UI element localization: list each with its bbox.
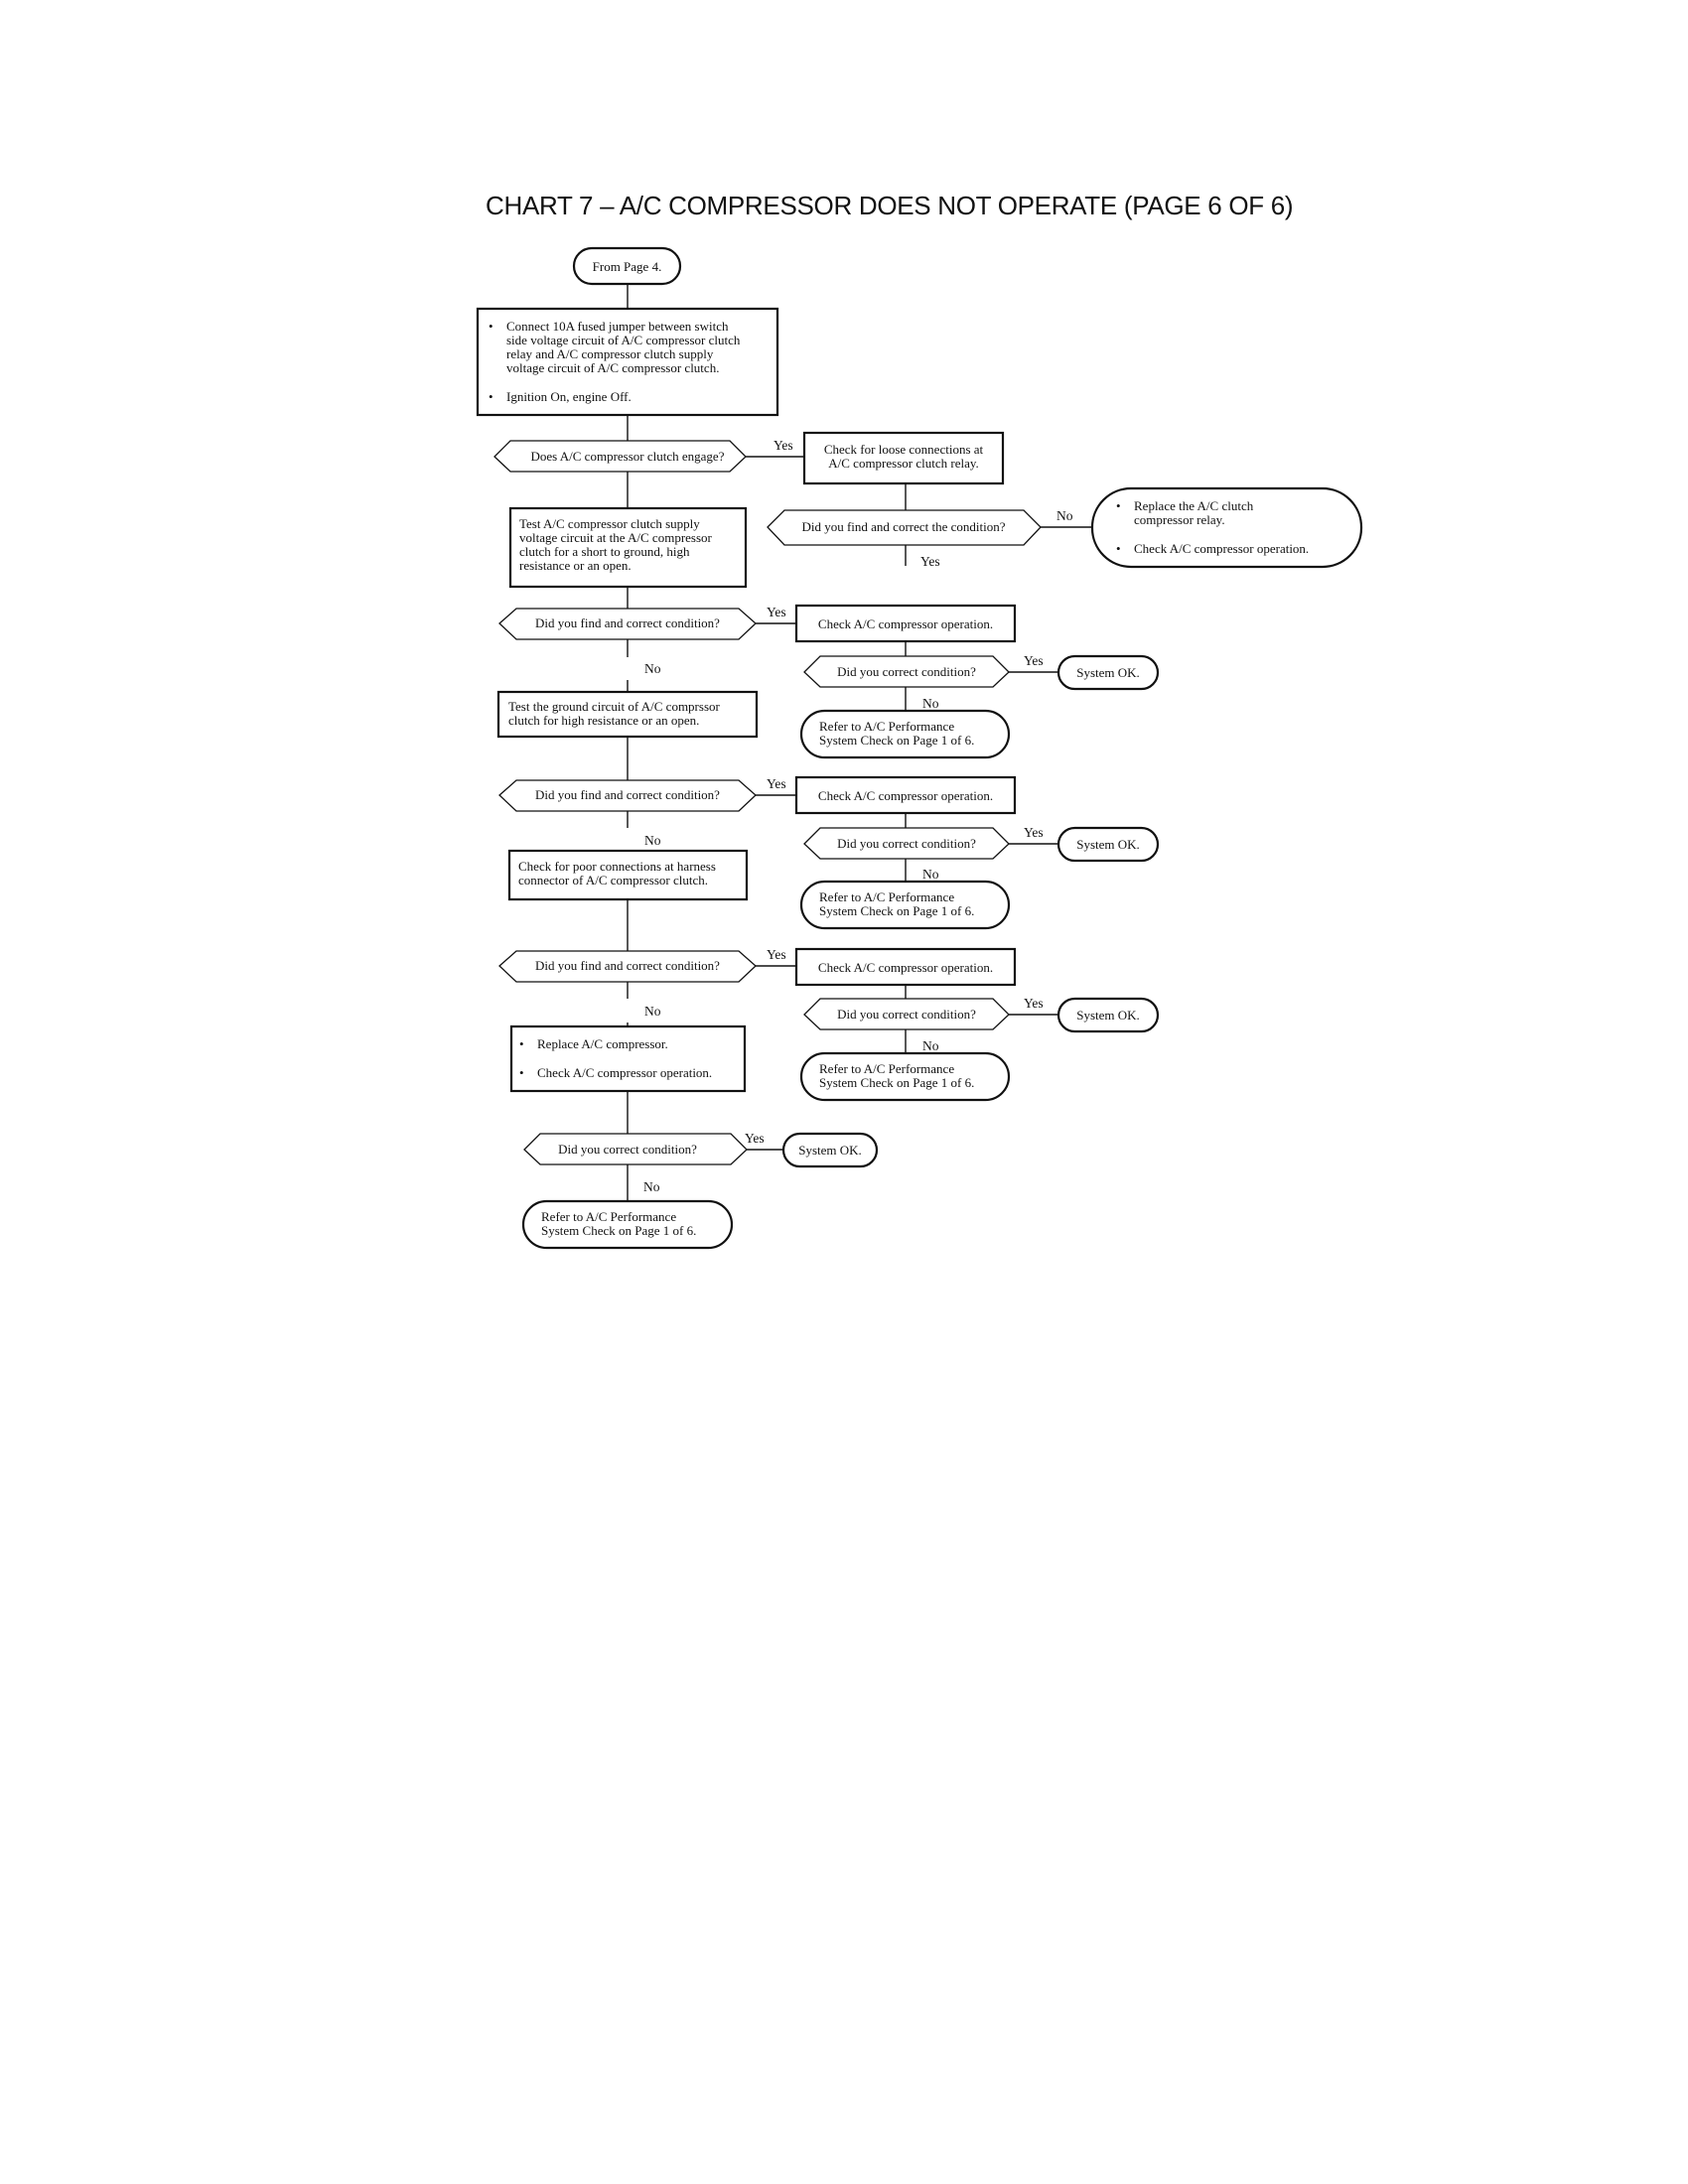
find-condition-3-text: Did you find and correct condition? (535, 958, 720, 973)
connect-jumper-line-4: voltage circuit of A/C compressor clutch. (506, 360, 720, 375)
test-ground-line-2: clutch for high resistance or an open. (508, 713, 700, 728)
ignition-on-text: Ignition On, engine Off. (506, 389, 632, 404)
edge-label-yes: Yes (767, 776, 786, 791)
replace-relay-check-op: Check A/C compressor operation. (1134, 541, 1310, 556)
replace-compressor-check-op: Check A/C compressor operation. (537, 1065, 713, 1080)
system-ok-1-text: System OK. (1076, 665, 1140, 680)
test-supply-line-3: clutch for a short to ground, high (519, 544, 690, 559)
bullet-dot: • (519, 1065, 524, 1080)
check-poor-line-2: connector of A/C compressor clutch. (518, 873, 708, 887)
connect-jumper-line-1: Connect 10A fused jumper between switch (506, 319, 729, 334)
check-loose-line-2: A/C compressor clutch relay. (828, 456, 979, 471)
system-ok-4-text: System OK. (798, 1143, 862, 1158)
refer-4-line-1: Refer to A/C Performance (541, 1209, 677, 1224)
replace-compressor-box (511, 1026, 745, 1091)
check-poor-line-1: Check for poor connections at harness (518, 859, 716, 874)
replace-compressor-text: Replace A/C compressor. (537, 1036, 668, 1051)
replace-relay-terminal (1092, 488, 1361, 567)
refer-3-line-2: System Check on Page 1 of 6. (819, 1075, 975, 1090)
refer-2-line-1: Refer to A/C Performance (819, 889, 955, 904)
decision-find-condition-relay (768, 510, 1041, 545)
decision-find-condition-2 (499, 780, 756, 811)
find-condition-2-text: Did you find and correct condition? (535, 787, 720, 802)
edge-label-yes: Yes (920, 554, 940, 569)
decision-find-condition-1 (499, 609, 756, 639)
refer-1-line-2: System Check on Page 1 of 6. (819, 733, 975, 748)
check-operation-box-2 (796, 777, 1015, 813)
refer-4-line-2: System Check on Page 1 of 6. (541, 1223, 697, 1238)
edge-label-no: No (1056, 508, 1073, 523)
find-condition-relay-text: Did you find and correct the condition? (801, 519, 1006, 534)
bullet-dot: • (489, 389, 493, 404)
check-loose-line-1: Check for loose connections at (823, 442, 984, 457)
test-ground-circuit-box (498, 692, 757, 737)
edge-label-yes: Yes (767, 605, 786, 619)
edge-label-no: No (644, 833, 661, 848)
system-ok-terminal-3 (1058, 999, 1158, 1031)
edge-label-no: No (644, 661, 661, 676)
edge-label-yes: Yes (745, 1131, 765, 1146)
system-ok-3-text: System OK. (1076, 1008, 1140, 1023)
test-supply-line-1: Test A/C compressor clutch supply (519, 516, 700, 531)
decision-correct-condition-2 (804, 828, 1009, 859)
bullet-dot: • (489, 319, 493, 334)
system-ok-terminal-2 (1058, 828, 1158, 861)
check-operation-3-text: Check A/C compressor operation. (817, 960, 994, 975)
correct-condition-4-text: Did you correct condition? (558, 1142, 697, 1157)
edge-label-yes: Yes (767, 947, 786, 962)
edge-label-no: No (644, 1004, 661, 1019)
check-operation-2-text: Check A/C compressor operation. (817, 788, 994, 803)
bullet-dot: • (519, 1036, 524, 1051)
connect-jumper-box (478, 309, 777, 415)
check-operation-box-1 (796, 606, 1015, 641)
edge-label-yes: Yes (1024, 825, 1044, 840)
check-poor-connections-box (509, 851, 747, 899)
page-title: CHART 7 – A/C COMPRESSOR DOES NOT OPERATE (PAGE 6 OF 6) (486, 191, 1294, 220)
edge-label-no: No (922, 1038, 939, 1053)
edge-label-no: No (922, 867, 939, 882)
check-operation-1-text: Check A/C compressor operation. (817, 616, 994, 631)
clutch-engage-text: Does A/C compressor clutch engage? (530, 449, 725, 464)
refer-terminal-3 (801, 1053, 1009, 1100)
test-supply-line-2: voltage circuit at the A/C compressor (519, 530, 712, 545)
bullet-dot: • (1116, 498, 1121, 513)
decision-correct-condition-1 (804, 656, 1009, 687)
correct-condition-3-text: Did you correct condition? (837, 1007, 976, 1022)
decision-find-condition-3 (499, 951, 756, 982)
replace-relay-line-2: compressor relay. (1134, 512, 1225, 527)
system-ok-terminal-4 (783, 1134, 877, 1166)
replace-relay-line-1: Replace the A/C clutch (1134, 498, 1254, 513)
edge-label-yes: Yes (1024, 996, 1044, 1011)
system-ok-2-text: System OK. (1076, 837, 1140, 852)
connect-jumper-line-3: relay and A/C compressor clutch supply (506, 346, 714, 361)
edge-label-yes: Yes (774, 438, 793, 453)
decision-clutch-engage (494, 441, 746, 472)
test-supply-line-4: resistance or an open. (519, 558, 632, 573)
decision-correct-condition-4 (524, 1134, 747, 1164)
refer-1-line-1: Refer to A/C Performance (819, 719, 955, 734)
find-condition-1-text: Did you find and correct condition? (535, 615, 720, 630)
refer-terminal-4 (523, 1201, 732, 1248)
correct-condition-1-text: Did you correct condition? (837, 664, 976, 679)
refer-terminal-1 (801, 711, 1009, 757)
start-terminal (574, 248, 680, 284)
edge-label-no: No (643, 1179, 660, 1194)
connect-jumper-line-2: side voltage circuit of A/C compressor clutch (506, 333, 741, 347)
test-supply-circuit-box (510, 508, 746, 587)
test-ground-line-1: Test the ground circuit of A/C comprssor (508, 699, 720, 714)
bullet-dot: • (1116, 541, 1121, 556)
correct-condition-2-text: Did you correct condition? (837, 836, 976, 851)
refer-3-line-1: Refer to A/C Performance (819, 1061, 955, 1076)
start-text: From Page 4. (592, 259, 662, 274)
refer-terminal-2 (801, 882, 1009, 928)
decision-correct-condition-3 (804, 999, 1009, 1029)
check-loose-connections-box (804, 433, 1003, 483)
refer-2-line-2: System Check on Page 1 of 6. (819, 903, 975, 918)
edge-label-no: No (922, 696, 939, 711)
system-ok-terminal-1 (1058, 656, 1158, 689)
check-operation-box-3 (796, 949, 1015, 985)
edge-label-yes: Yes (1024, 653, 1044, 668)
